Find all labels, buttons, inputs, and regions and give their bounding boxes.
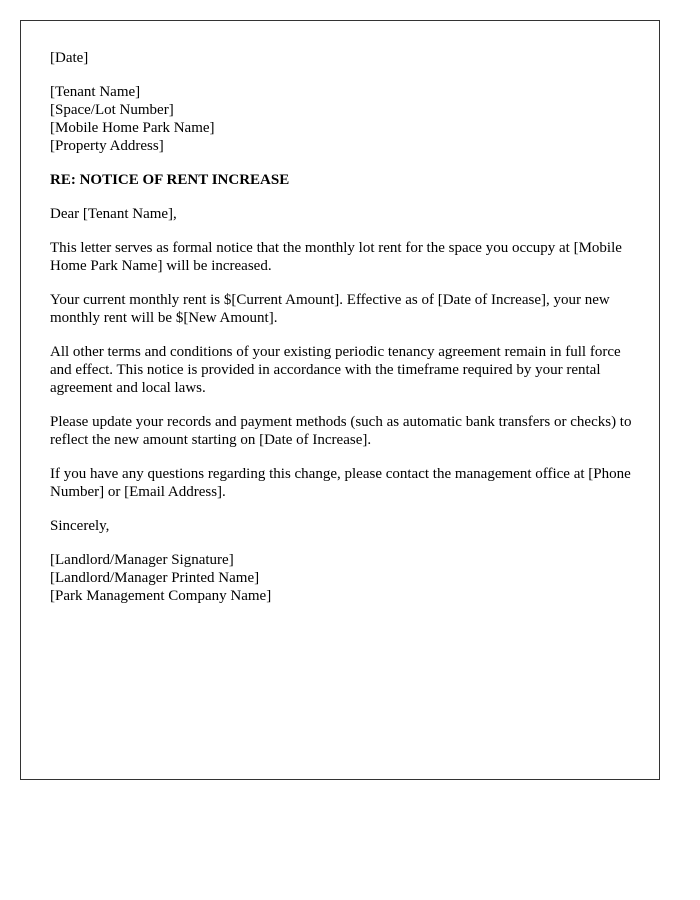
recipient-property-address: [Property Address] [50,138,164,154]
closing: Sincerely, [50,518,110,534]
recipient-tenant-name: [Tenant Name] [50,84,141,100]
paragraph-payment: Please update your records and payment methods (such as automatic bank transfers or checks) to reflect the new amount starting on [Date of Increase]. [50,414,632,448]
paragraph-amounts: Your current monthly rent is $[Current Amount]. Effective as of [Date of Increase], your new monthly rent will be $[New Amount]. [50,292,610,326]
subject-line: RE: NOTICE OF RENT INCREASE [50,172,290,188]
paragraph-notice: This letter serves as formal notice that the monthly lot rent for the space you occupy at [Mobile Home Park Name] will be increased. [50,240,622,274]
letter-body [50,49,646,621]
company-name: [Park Management Company Name] [50,588,272,604]
recipient-space-lot: [Space/Lot Number] [50,102,174,118]
salutation: Dear [Tenant Name], [50,206,177,222]
printed-name: [Landlord/Manager Printed Name] [50,570,260,586]
date-block [50,49,646,67]
letter-date: [Date] [50,50,89,66]
paragraph-contact: If you have any questions regarding this change, please contact the management office at [Phone Number] or [Email Address]. [50,466,631,500]
paragraph-terms: All other terms and conditions of your existing periodic tenancy agreement remain in full force and effect. This notice is provided in accordance with the timeframe required by your rental agreement and local laws. [50,344,621,396]
recipient-park-name: [Mobile Home Park Name] [50,120,215,136]
letter-page [20,20,660,780]
signature-line: [Landlord/Manager Signature] [50,552,234,568]
signature-block [50,551,646,605]
recipient-address [50,83,646,155]
